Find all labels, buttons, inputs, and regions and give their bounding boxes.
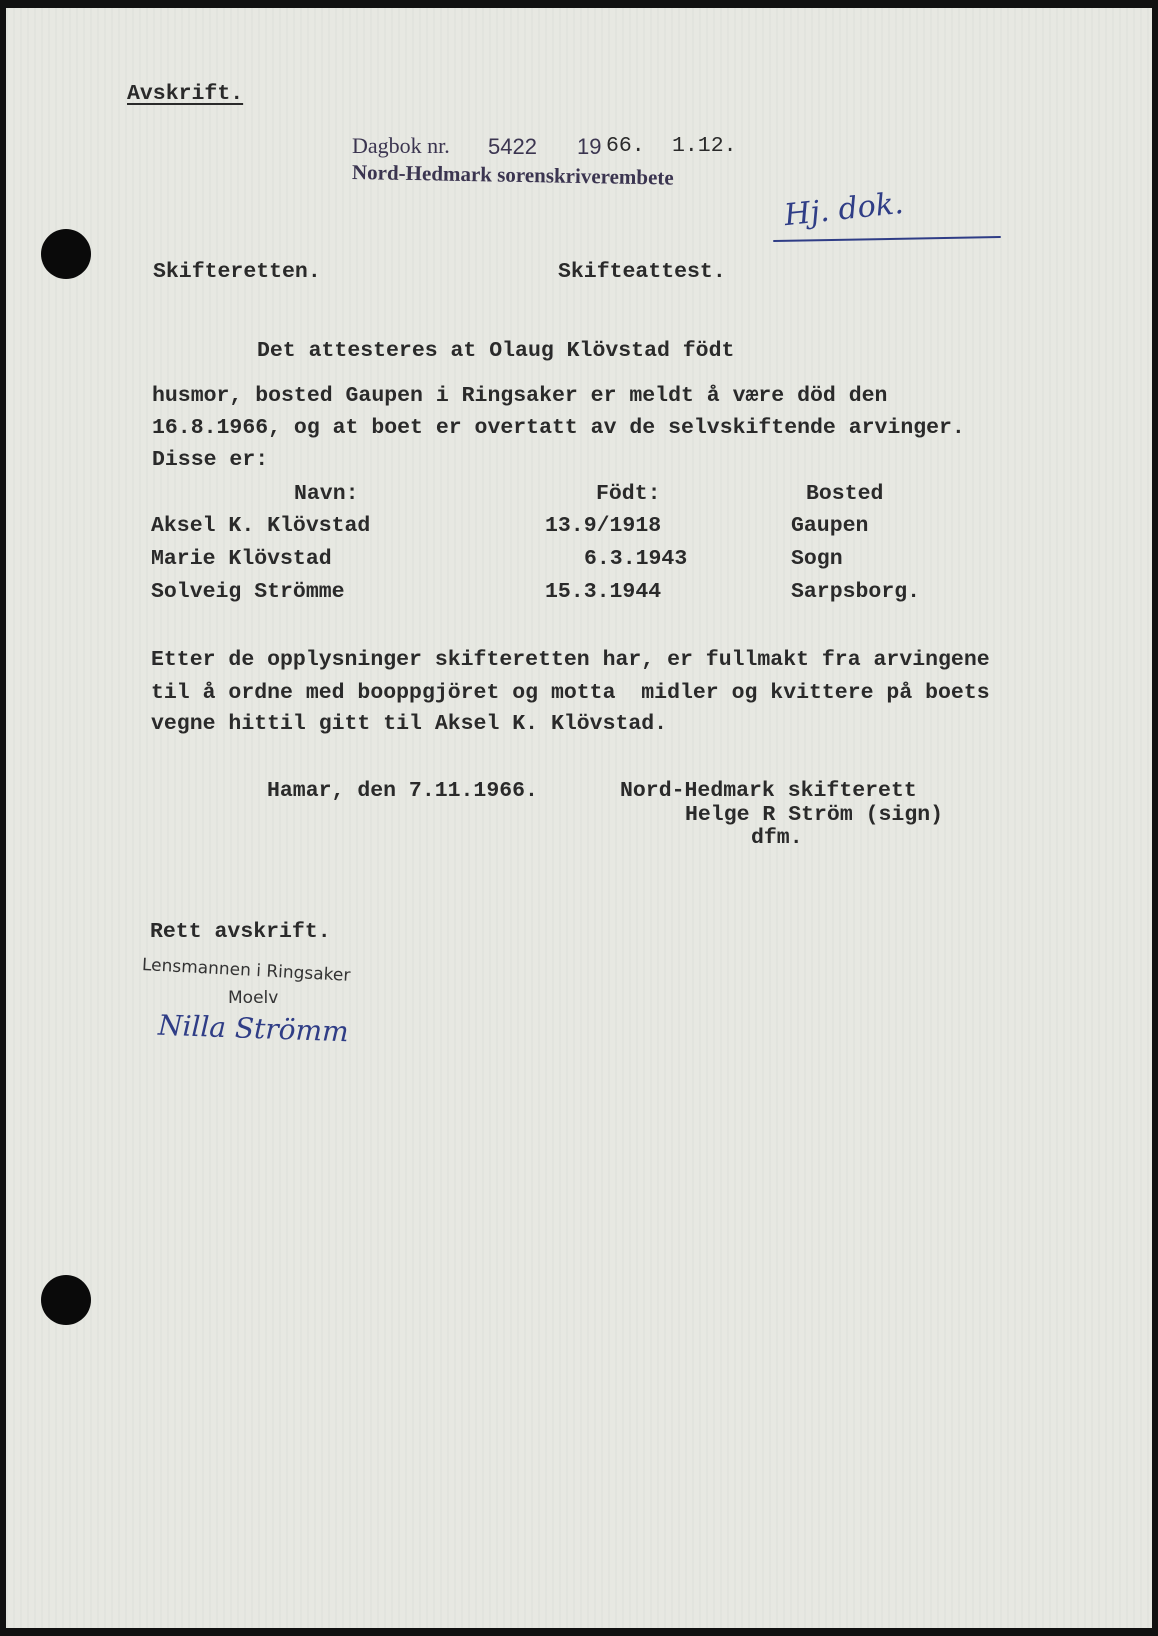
document-page [6, 8, 1152, 1628]
body-line: husmor, bosted Gaupen i Ringsaker er meldt å være död den [152, 384, 888, 408]
heir-born: 13.9/1918 [545, 514, 662, 538]
document-type: Skifteattest. [558, 260, 726, 284]
punch-hole [41, 1275, 91, 1325]
heir-name: Marie Klövstad [151, 547, 332, 571]
authority-line: vegne hittil gitt til Aksel K. Klövstad. [151, 712, 668, 736]
heirs-header-born: Födt: [596, 482, 661, 506]
heir-name: Aksel K. Klövstad [151, 514, 371, 538]
dagbok-date: 1.12. [672, 134, 737, 158]
dagbok-year-suffix: 66. [606, 134, 645, 158]
heir-residence: Sogn [791, 547, 843, 571]
heirs-header-residence: Bosted [806, 482, 884, 506]
authority-line: Etter de opplysninger skifteretten har, er fullmakt fra arvingene [151, 648, 990, 672]
heirs-header-name: Navn: [294, 482, 359, 506]
handwritten-signature: Nilla Strömm [157, 1008, 350, 1049]
heir-name: Solveig Strömme [151, 580, 345, 604]
document-title: Avskrift. [127, 82, 244, 106]
lensmann-stamp-line1: Lensmannen i Ringsaker [141, 955, 351, 986]
heir-born: 15.3.1944 [545, 580, 662, 604]
place-date: Hamar, den 7.11.1966. [267, 779, 538, 803]
signoff-title: dfm. [751, 826, 803, 850]
office-stamp: Nord-Hedmark sorenskriverembete [351, 160, 674, 190]
punch-hole [41, 229, 91, 279]
body-line: Det attesteres at Olaug Klövstad födt [257, 339, 735, 363]
signoff-signer: Helge R Ström (sign) [685, 803, 944, 827]
handwritten-note: Hj. dok. [782, 185, 906, 234]
certification-label: Rett avskrift. [150, 920, 331, 944]
signoff-court: Nord-Hedmark skifterett [620, 779, 917, 803]
dagbok-year-prefix: 19 [577, 134, 602, 159]
heir-born: 6.3.1943 [584, 547, 688, 571]
heir-residence: Gaupen [791, 514, 869, 538]
lensmann-stamp-line2: Moelv [228, 988, 279, 1008]
dagbok-label: Dagbok nr. [352, 133, 450, 158]
heir-residence: Sarpsborg. [791, 580, 921, 604]
dagbok-number: 5422 [488, 134, 537, 159]
authority-line: til å ordne med booppgjöret og motta midler og kvittere på boets [151, 681, 990, 705]
court-name: Skifteretten. [153, 260, 321, 284]
body-line: 16.8.1966, og at boet er overtatt av de selvskiftende arvinger. [152, 416, 965, 440]
body-line: Disse er: [152, 448, 269, 472]
